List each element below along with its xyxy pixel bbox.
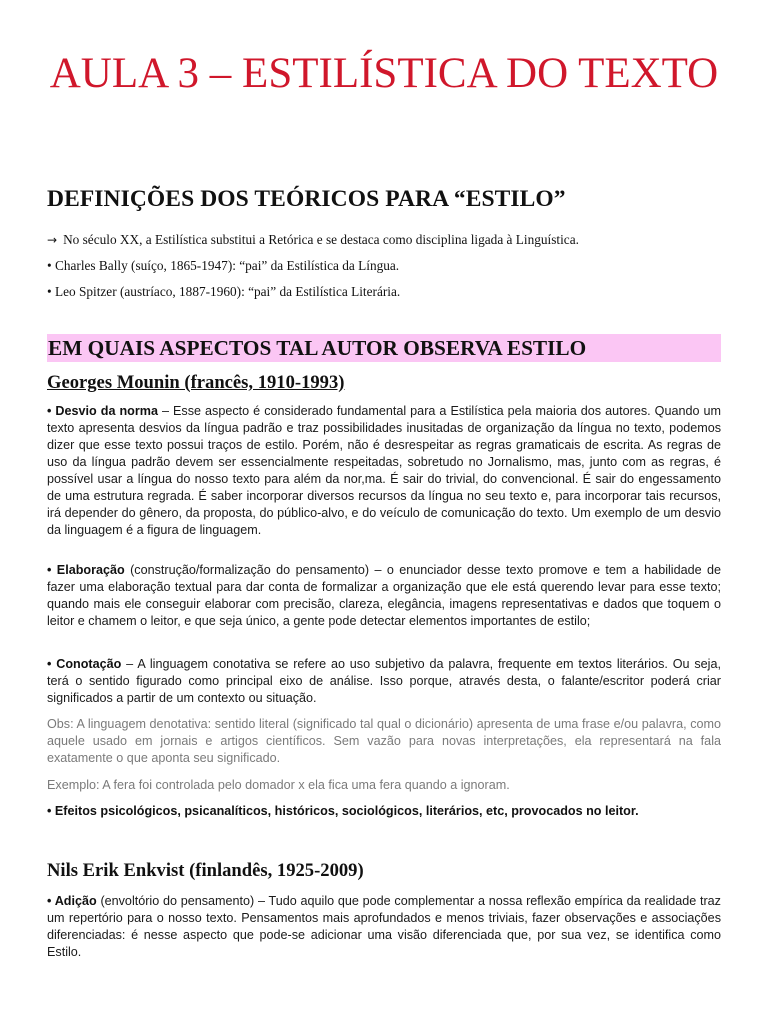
conotacao-text: – A linguagem conotativa se refere ao uso subjetivo da palavra, frequente em textos literários. Ou seja, terá o sentido figurado como principal eixo de análise. Isso porque, através desta, o falante/escritor poderá criar significados a partir de um contexto ou situação. [47, 657, 721, 706]
paragraph-elaboracao [47, 562, 721, 630]
paragraph-obs: Obs: A linguagem denotativa: sentido literal (significado tal qual o dicionário) apresenta de uma frase e/ou palavra, como aquele usado em jornais e artigos científicos. Sem vazão para novas interpretações, ela representará na fala exatamente o que aponta seu significado. [47, 717, 721, 766]
section-heading-definicoes: DEFINIÇÕES DOS TEÓRICOS PARA “ESTILO” [47, 186, 566, 212]
arrow-right-icon: → [47, 233, 58, 247]
paragraph-conotacao [47, 656, 721, 707]
elaboracao-text: (construção/formalização do pensamento) – o enunciador desse texto promove e tem a habilidade de fazer uma elaboração textual para dar conta de formalizar a organização que ele está querendo levar para esse texto; quando mais ele conseguir elaborar com precisão, clareza, elegância, imagens representativas e dados que toquem o leitor e chamem o leitor, e que seja único, a gente pode detectar elementos importantes de estilo; [47, 563, 721, 629]
bullet-bally: • Charles Bally (suíço, 1865-1947): “pai” da Estilística da Língua. [47, 258, 400, 273]
term-adicao: • Adição [47, 894, 97, 908]
term-conotacao: • Conotação [47, 657, 122, 671]
term-desvio: • Desvio da norma [47, 404, 158, 418]
highlight-band [47, 334, 721, 362]
adicao-text: (envoltório do pensamento) – Tudo aquilo que pode complementar a nossa reflexão empírica da realidade traz um repertório para o nosso texto. Pensamentos mais aprofundados e menos triviais, fazer observações e associações diferenciadas: é nesse aspecto que pode-se adicionar uma visão diferenciada que, por sua vez, se identifica como Estilo. [47, 894, 721, 960]
intro-text: No século XX, a Estilística substitui a Retórica e se destaca como disciplina ligada à Linguística. [63, 232, 579, 247]
page-title: AULA 3 – ESTILÍSTICA DO TEXTO [49, 50, 719, 97]
author-enkvist: Nils Erik Enkvist (finlandês, 1925-2009) [47, 860, 364, 881]
paragraph-exemplo: Exemplo: A fera foi controlada pelo domador x ela fica uma fera quando a ignoram. [47, 778, 510, 792]
intro-line [47, 232, 579, 248]
section-heading-aspectos: EM QUAIS ASPECTOS TAL AUTOR OBSERVA ESTILO [48, 336, 587, 360]
desvio-text: – Esse aspecto é considerado fundamental para a Estilística pela maioria dos autores. Quando um texto apresenta desvios da língua padrão e traz possibilidades inusitadas de organização da língua no texto, podemos dizer que esse texto possui traços de estilo. Porém, não é desrespeitar as regras gramaticais de escrita. As regras de uso da língua padrão devem ser essencialmente respeitadas, sobretudo no Jornalismo, mas, junto com as regras, é possível usar a língua do nosso texto para além da nor,ma. É sair do trivial, do convencional. É sair do engessamento de uma estrutura regrada. É saber incorporar diversos recursos da língua no seu texto e, para incorporar tais recursos, irá depender do gênero, da proposta, do público-alvo, e do veículo de comunicação do texto. Um exemplo de um desvio da linguagem é a figura de linguagem. [47, 404, 721, 538]
bullet-spitzer: • Leo Spitzer (austríaco, 1887-1960): “pai” da Estilística Literária. [47, 284, 401, 299]
term-elaboracao: • Elaboração [47, 563, 125, 577]
paragraph-desvio [47, 403, 721, 539]
author-mounin: Georges Mounin (francês, 1910-1993) [47, 372, 345, 393]
bullet-efeitos: • Efeitos psicológicos, psicanalíticos, históricos, sociológicos, literários, etc, provocados no leitor. [47, 804, 639, 818]
paragraph-adicao [47, 893, 721, 961]
